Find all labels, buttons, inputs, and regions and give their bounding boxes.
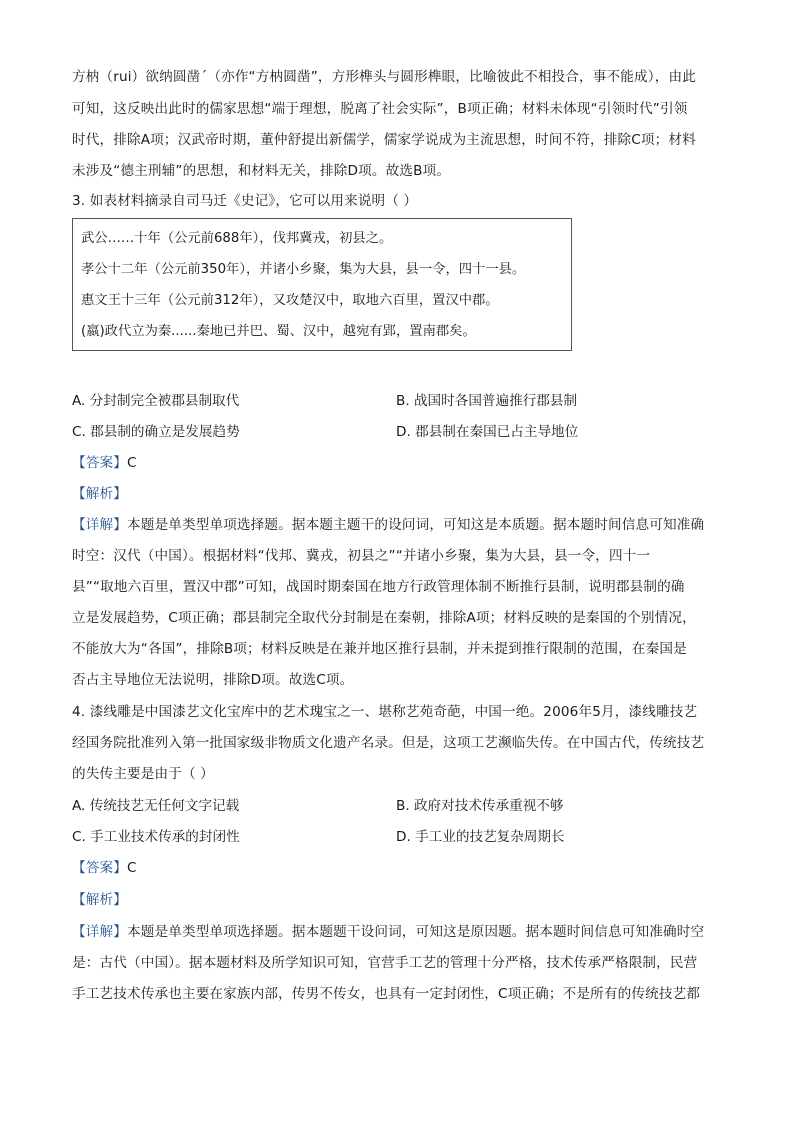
- table-row: 惠文王十三年（公元前312年），又攻楚汉中，取地六百里，置汉中郡。: [81, 293, 499, 308]
- q4-analysis-heading: [72, 890, 127, 910]
- table-row: 武公……十年（公元前688年），伐邦冀戎，初县之。: [81, 231, 393, 246]
- q3-option-d: D. 郡县制在秦国已占主导地位: [396, 424, 579, 440]
- question-4-stem: 经国务院批准列入第一批国家级非物质文化遗产名录。但是，这项工艺濒临失传。在中国古代，传统技艺: [72, 735, 705, 751]
- question-4-stem: 4. 漆线雕是中国漆艺文化宝库中的艺术瑰宝之一、堪称艺苑奇葩，中国一绝。2006年5月，漆线雕技艺: [72, 704, 698, 720]
- detail-text: 本题是单类型单项选择题。据本题主题干的设问词，可知这是本质题。据本题时间信息可知准确: [126, 517, 705, 533]
- q3-detail-line: 不能放大为“各国”，排除B项；材料反映是在兼并地区推行县制，并未提到推行限制的范围，在秦国是: [72, 641, 687, 657]
- q4-option-b: B. 政府对技术传承重视不够: [396, 798, 564, 814]
- q4-detail-line: 是：古代（中国）。据本题材料及所学知识可知，官营手工艺的管理十分严格，技术传承严格限制，民营: [72, 955, 698, 971]
- q3-option-a: A. 分封制完全被郡县制取代: [72, 393, 240, 409]
- q4-answer: [72, 858, 137, 878]
- q3-detail-line: 立是发展趋势，C项正确；郡县制完全取代分封制是在秦朝，排除A项；材料反映的是秦国的个别情况，: [72, 610, 696, 626]
- q3-analysis-heading: [72, 484, 127, 504]
- q4-detail-line: 手工艺技术传承也主要在家族内部，传男不传女，也具有一定封闭性，C项正确；不是所有的传统技艺都: [72, 986, 701, 1002]
- detail-text: 本题是单类型单项选择题。据本题题干设问词，可知这是原因题。据本题时间信息可知准确时空: [126, 924, 705, 940]
- table-row: (嬴)政代立为秦......秦地已并巴、蜀、汉中，越宛有郢，置南郡矣。: [81, 324, 476, 339]
- table-row: 孝公十二年（公元前350年），并诸小乡聚，集为大县，县一令，四十一县。: [81, 262, 526, 277]
- q4-detail-line: [72, 922, 704, 942]
- intro-line: 可知，这反映出此时的儒家思想“端于理想，脱离了社会实际”，B项正确；材料未体现“引领时代”引领: [72, 101, 688, 117]
- question-4-stem: 的失传主要是由于（ ）: [72, 766, 214, 782]
- q3-detail-line: 时空：汉代（中国）。根据材料“伐邦、冀戎，初县之”“并诸小乡聚，集为大县，县一令，四十一: [72, 548, 651, 564]
- intro-line: 时代，排除A项；汉武帝时期，董仲舒提出新儒学，儒家学说成为主流思想，时间不符，排除C项；材料: [72, 132, 696, 148]
- q4-option-d: D. 手工业的技艺复杂周期长: [396, 829, 565, 845]
- question-3-stem: 3. 如表材料摘录自司马迁《史记》，它可以用来说明（ ）: [72, 193, 418, 209]
- q3-detail-line: 县”“取地六百里，置汉中郡”可知，战国时期秦国在地方行政管理体制不断推行县制，说明郡县制的确: [72, 579, 685, 595]
- q4-option-a: A. 传统技艺无任何文字记载: [72, 798, 240, 814]
- q3-answer: [72, 453, 137, 473]
- q3-detail-line: 否占主导地位无法说明，排除D项。故选C项。: [72, 672, 354, 688]
- q3-option-b: B. 战国时各国普遍推行郡县制: [396, 393, 578, 409]
- source-material-table: [72, 218, 572, 351]
- intro-line: 方枘（rui）欲纳圆凿ˊ（亦作“方枘圆凿”，方形榫头与圆形榫眼，比喻彼此不相投合，事不能成），由此: [72, 69, 696, 85]
- q4-option-c: C. 手工业技术传承的封闭性: [72, 829, 240, 845]
- detail-tag: 【详解】: [72, 517, 127, 533]
- q3-detail-line: [72, 515, 704, 535]
- answer-value: C: [126, 860, 137, 876]
- answer-tag: 【答案】: [72, 860, 127, 876]
- answer-value: C: [126, 455, 137, 471]
- q3-option-c: C. 郡县制的确立是发展趋势: [72, 424, 240, 440]
- intro-line: 未涉及“德主刑辅”的思想，和材料无关，排除D项。故选B项。: [72, 163, 451, 179]
- answer-tag: 【答案】: [72, 455, 127, 471]
- analysis-tag: 【解析】: [72, 486, 127, 502]
- analysis-tag: 【解析】: [72, 892, 127, 908]
- detail-tag: 【详解】: [72, 924, 127, 940]
